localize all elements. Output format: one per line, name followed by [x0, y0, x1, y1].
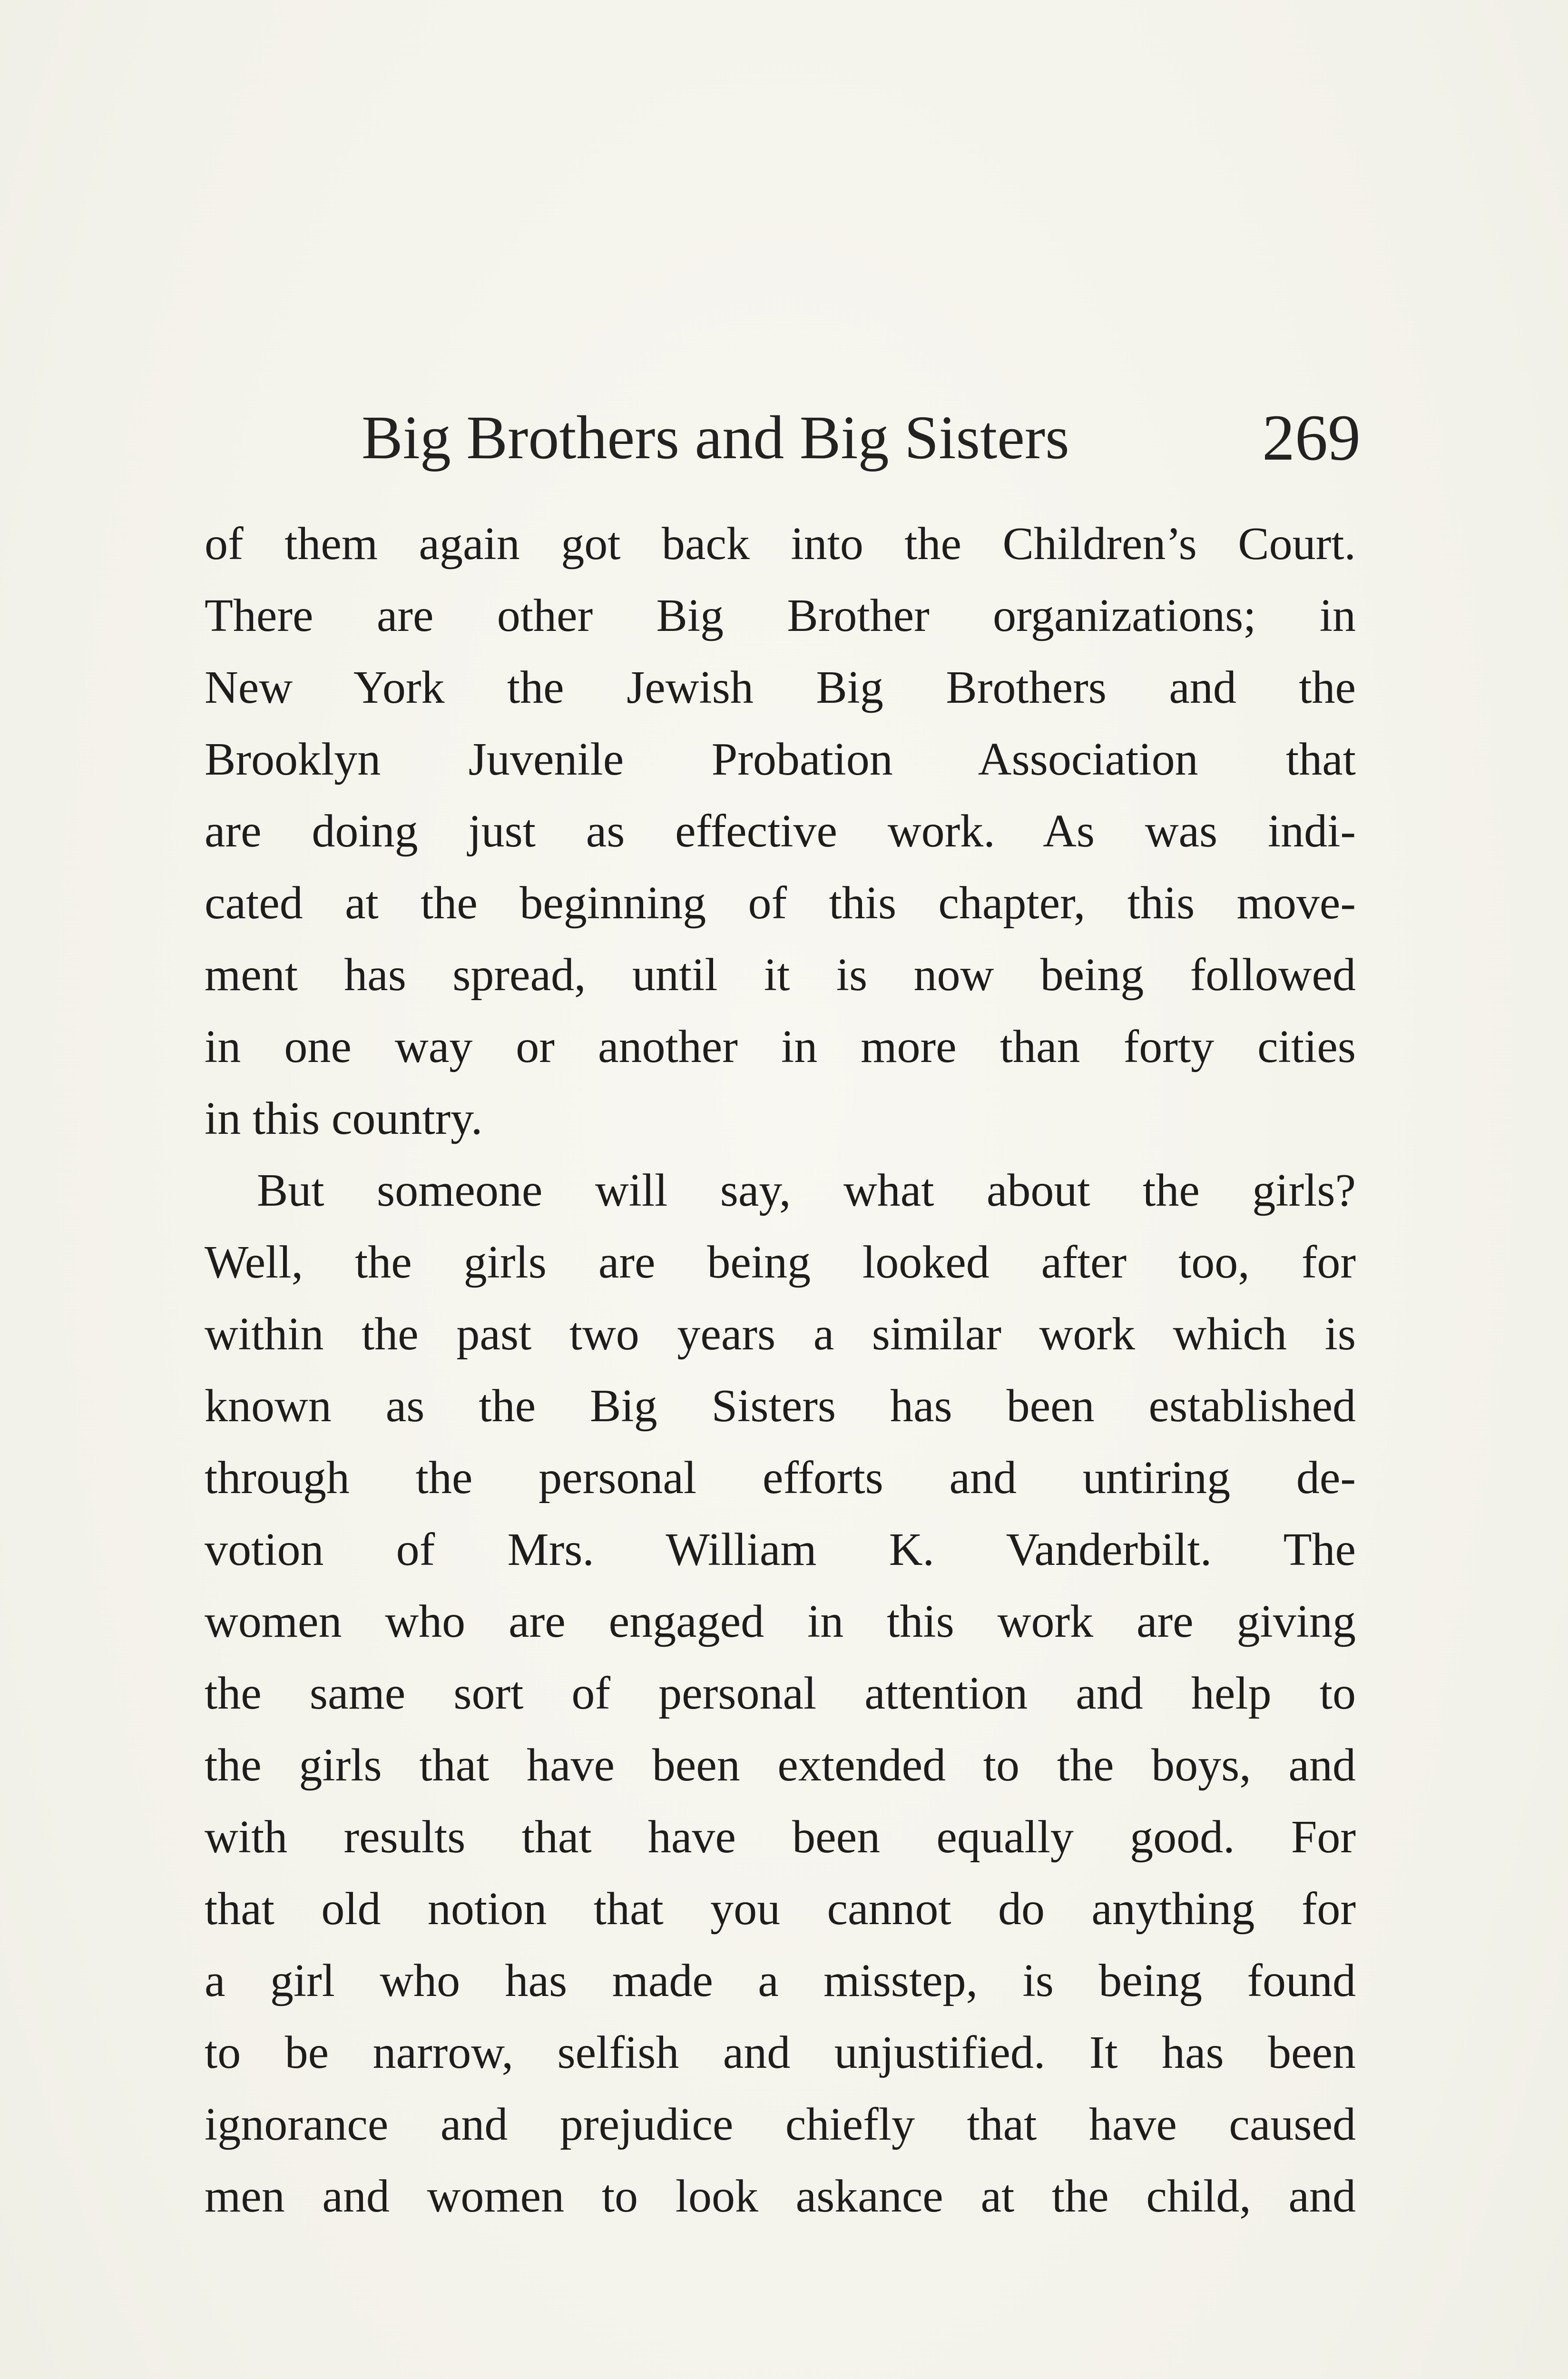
running-head	[362, 402, 1361, 473]
page-number: 269	[1262, 401, 1361, 474]
text-line: that old notion that you cannot do anything for	[205, 1883, 1356, 1935]
text-line: are doing just as effective work. As was indi-	[205, 806, 1356, 857]
text-line: within the past two years a similar work which is	[205, 1308, 1356, 1360]
running-head-title: Big Brothers and Big Sisters	[362, 403, 1069, 472]
text-line: votion of Mrs. William K. Vanderbilt. The	[205, 1524, 1356, 1575]
text-line: with results that have been equally good. For	[205, 1811, 1356, 1863]
text-line: a girl who has made a misstep, is being found	[205, 1955, 1356, 2006]
text-line: men and women to look askance at the child, and	[205, 2171, 1356, 2222]
text-line: of them again got back into the Children’s Court.	[205, 518, 1356, 570]
text-line: women who are engaged in this work are giving	[205, 1596, 1356, 1647]
body-text	[205, 508, 1356, 2232]
text-line: the girls that have been extended to the boys, and	[205, 1740, 1356, 1791]
text-line: Brooklyn Juvenile Probation Association that	[205, 734, 1356, 785]
text-line: There are other Big Brother organizations; in	[205, 590, 1356, 641]
text-line: through the personal efforts and untiring de-	[205, 1452, 1356, 1504]
text-line: the same sort of personal attention and help to	[205, 1668, 1356, 1719]
text-line: known as the Big Sisters has been established	[205, 1380, 1356, 1432]
text-line: Well, the girls are being looked after too, for	[205, 1237, 1356, 1288]
text-line: But someone will say, what about the girls?	[257, 1165, 1356, 1216]
text-line: ment has spread, until it is now being followed	[205, 949, 1356, 1001]
text-line: ignorance and prejudice chiefly that have caused	[205, 2099, 1356, 2150]
text-line: in this country.	[205, 1093, 483, 1144]
text-line: cated at the beginning of this chapter, this move-	[205, 877, 1356, 929]
text-line: to be narrow, selfish and unjustified. It has been	[205, 2027, 1356, 2078]
text-line: New York the Jewish Big Brothers and the	[205, 662, 1356, 713]
text-line: in one way or another in more than forty cities	[205, 1021, 1356, 1072]
